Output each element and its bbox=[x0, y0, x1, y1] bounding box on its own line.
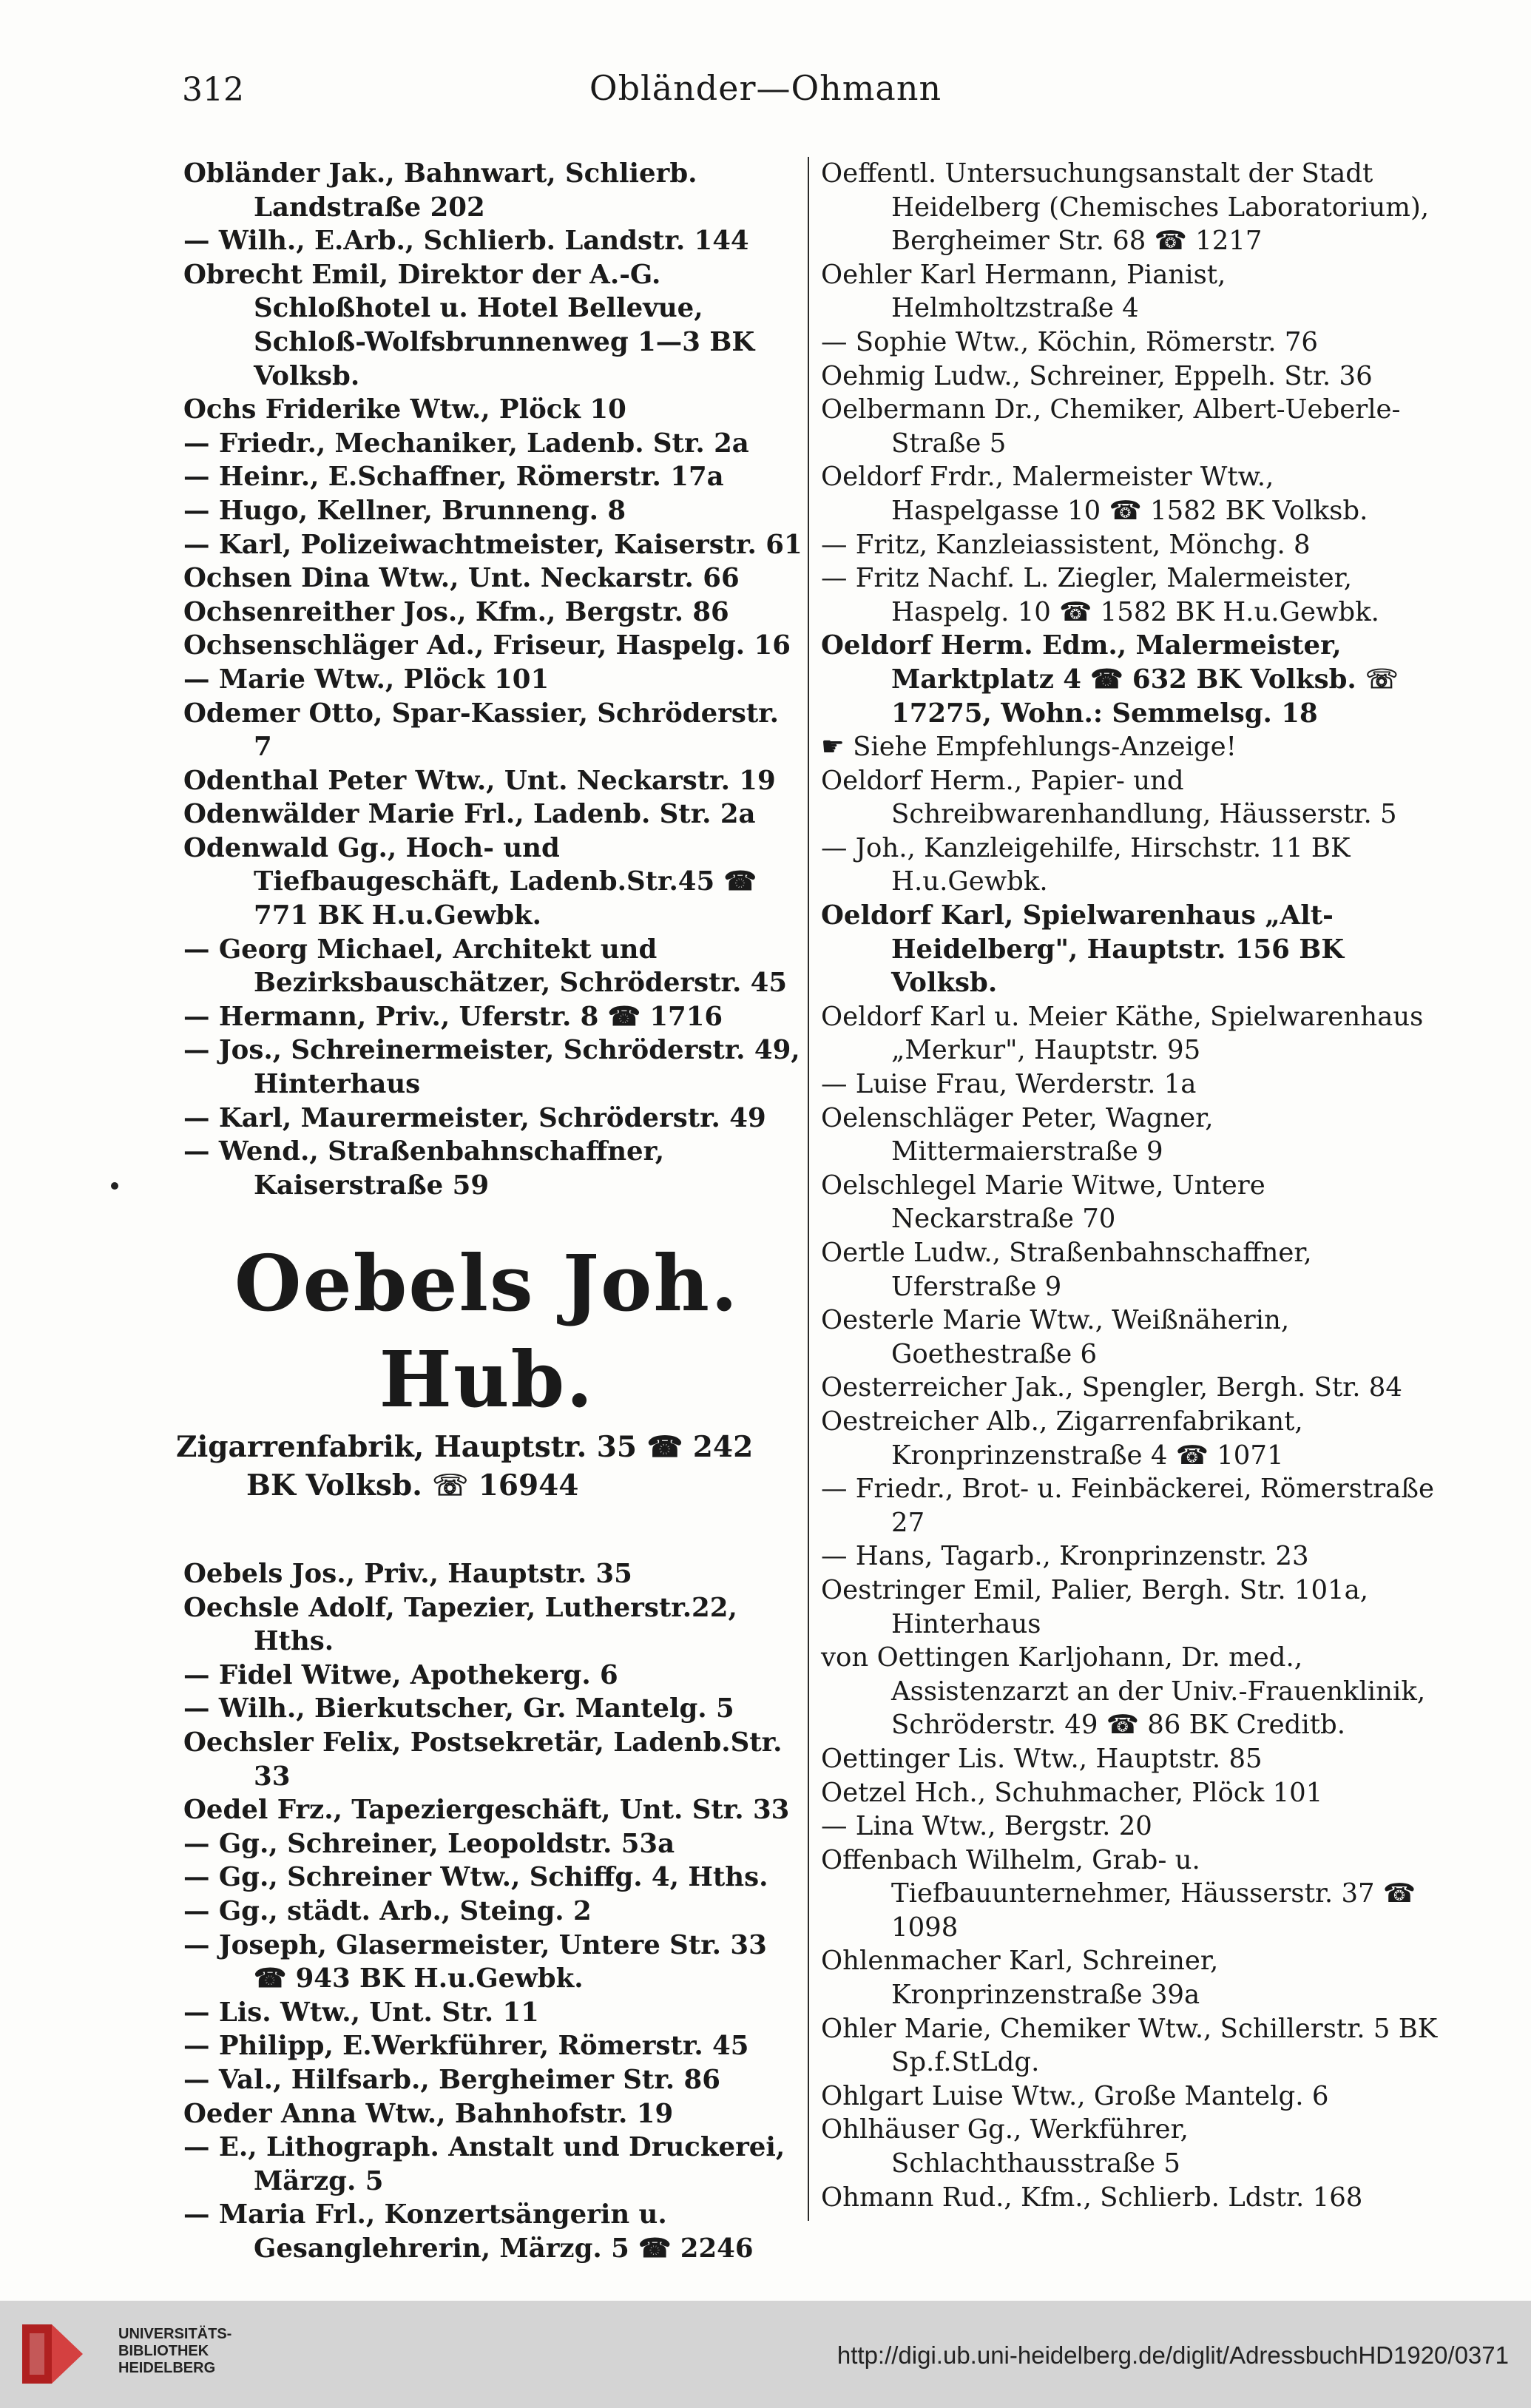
directory-entry: Oesterreicher Jak., Spengler, Bergh. Str. 84 bbox=[821, 1372, 1402, 1403]
directory-entry: — Wilh., E.Arb., Schlierb. Landstr. 144 bbox=[183, 226, 749, 257]
directory-entry: Odenwälder Marie Frl., Ladenb. Str. 2a bbox=[183, 799, 756, 830]
directory-entry: Oebels Jos., Priv., Hauptstr. 35 bbox=[183, 1559, 632, 1589]
directory-entry: — Karl, Maurermeister, Schröderstr. 49 bbox=[183, 1102, 766, 1133]
directory-entry: Odenthal Peter Wtw., Unt. Neckarstr. 19 bbox=[183, 765, 776, 796]
directory-entry: von Oettingen Karljohann, Dr. med., Assistenzarzt an der Univ.-Frauenklinik, Schröderstr. 49 ☎ 86 BK Creditb. bbox=[821, 1642, 1426, 1741]
directory-entry: Oelenschläger Peter, Wagner, Mittermaierstraße 9 bbox=[821, 1102, 1214, 1167]
directory-entry: Ohlgart Luise Wtw., Große Mantelg. 6 bbox=[821, 2080, 1329, 2111]
directory-entry: — Fritz Nachf. L. Ziegler, Malermeister, Haspelg. 10 ☎ 1582 BK H.u.Gewbk. bbox=[821, 563, 1379, 627]
directory-entry: — Lina Wtw., Bergstr. 20 bbox=[821, 1811, 1152, 1842]
directory-entry: Oeffentl. Untersuchungsanstalt der Stadt Heidelberg (Chemisches Laboratorium), Bergheimer Str. 68 ☎ 1217 bbox=[821, 158, 1430, 257]
directory-entry: — Gg., Schreiner, Leopoldstr. 53a bbox=[183, 1828, 675, 1859]
directory-entry: Oeldorf Herm. Edm., Malermeister, Marktplatz 4 ☎ 632 BK Volksb. ☏ 17275, Wohn.: Semmelsg. 18 bbox=[821, 630, 1399, 729]
directory-entry: Oeldorf Karl, Spielwarenhaus „Alt-Heidelberg", Hauptstr. 156 BK Volksb. bbox=[821, 900, 1345, 999]
directory-entry: Oelschlegel Marie Witwe, Untere Neckarstraße 70 bbox=[821, 1170, 1265, 1235]
directory-entry: — E., Lithograph. Anstalt und Druckerei, Märzg. 5 bbox=[183, 2132, 785, 2196]
directory-entry: Oelbermann Dr., Chemiker, Albert-Ueberle-Straße 5 bbox=[821, 394, 1401, 459]
directory-entry: Oestreicher Alb., Zigarrenfabrikant, Kronprinzenstraße 4 ☎ 1071 bbox=[821, 1406, 1303, 1471]
directory-entry: Oettinger Lis. Wtw., Hauptstr. 85 bbox=[821, 1743, 1263, 1774]
directory-entry: Oestringer Emil, Palier, Bergh. Str. 101a, Hinterhaus bbox=[821, 1574, 1369, 1639]
source-url[interactable]: http://digi.ub.uni-heidelberg.de/diglit/AdressbuchHD1920/0371 bbox=[837, 2341, 1509, 2369]
directory-entry: — Hermann, Priv., Uferstr. 8 ☎ 1716 bbox=[183, 1001, 723, 1032]
running-head: Obländer—Ohmann bbox=[589, 68, 942, 108]
column-divider bbox=[808, 157, 809, 2221]
directory-entry: — Jos., Schreinermeister, Schröderstr. 49, Hinterhaus bbox=[183, 1035, 800, 1100]
directory-entry: Oertle Ludw., Straßenbahnschaffner, Uferstraße 9 bbox=[821, 1238, 1312, 1302]
directory-entry: Oeldorf Karl u. Meier Käthe, Spielwarenhaus „Merkur", Hauptstr. 95 bbox=[821, 1001, 1424, 1066]
directory-entry: Ochsenschläger Ad., Friseur, Haspelg. 16 bbox=[183, 630, 791, 661]
directory-entry: Ohlenmacher Karl, Schreiner, Kronprinzenstraße 39a bbox=[821, 1946, 1219, 2011]
library-line-1: UNIVERSITÄTS- bbox=[118, 2326, 232, 2342]
library-line-3: HEIDELBERG bbox=[118, 2360, 216, 2376]
directory-entry: Oechsle Adolf, Tapezier, Lutherstr.22, Hths. bbox=[183, 1592, 737, 1657]
directory-entry: — Gg., städt. Arb., Steing. 2 bbox=[183, 1895, 592, 1926]
ad-line-2: BK Volksb. ☏ 16944 bbox=[246, 1468, 579, 1503]
footer-bar bbox=[0, 2301, 1531, 2408]
directory-entry: Obrecht Emil, Direktor der A.-G. Schloßhotel u. Hotel Bellevue, Schloß-Wolfsbrunnenweg 1—3 BK Volksb. bbox=[183, 259, 755, 391]
left-column-lower bbox=[183, 1557, 805, 2265]
directory-entry: ☛ Siehe Empfehlungs-Anzeige! bbox=[821, 732, 1237, 763]
directory-entry: — Fidel Witwe, Apothekerg. 6 bbox=[183, 1659, 618, 1690]
directory-entry: — Joh., Kanzleigehilfe, Hirschstr. 11 BK H.u.Gewbk. bbox=[821, 832, 1351, 897]
ad-title: Oebels Joh. Hub. bbox=[234, 1238, 740, 1425]
directory-entry: Odenwald Gg., Hoch- und Tiefbaugeschäft, Ladenb.Str.45 ☎ 771 BK H.u.Gewbk. bbox=[183, 832, 757, 931]
directory-entry: Obländer Jak., Bahnwart, Schlierb. Landstraße 202 bbox=[183, 158, 697, 223]
print-speck bbox=[111, 1182, 118, 1190]
page-number: 312 bbox=[182, 71, 244, 109]
advertisement bbox=[176, 1235, 797, 1505]
directory-entry: — Val., Hilfsarb., Bergheimer Str. 86 bbox=[183, 2064, 720, 2095]
library-line-2: BIBLIOTHEK bbox=[118, 2343, 209, 2359]
directory-entry: Oeder Anna Wtw., Bahnhofstr. 19 bbox=[183, 2098, 674, 2129]
directory-entry: Ohlhäuser Gg., Werkführer, Schlachthausstraße 5 bbox=[821, 2114, 1189, 2179]
directory-entry: — Hugo, Kellner, Brunneng. 8 bbox=[183, 495, 626, 526]
directory-entry: Ohmann Rud., Kfm., Schlierb. Ldstr. 168 bbox=[821, 2182, 1363, 2213]
directory-entry: Oedel Frz., Tapeziergeschäft, Unt. Str. 33 bbox=[183, 1795, 790, 1826]
directory-entry: — Marie Wtw., Plöck 101 bbox=[183, 664, 550, 695]
ad-line-1: Zigarrenfabrik, Hauptstr. 35 ☎ 242 bbox=[176, 1430, 754, 1464]
directory-entry: Oechsler Felix, Postsekretär, Ladenb.Str. 33 bbox=[183, 1727, 783, 1792]
directory-entry: — Gg., Schreiner Wtw., Schiffg. 4, Hths. bbox=[183, 1862, 768, 1893]
library-name bbox=[118, 2326, 231, 2377]
left-column bbox=[183, 157, 805, 1202]
directory-entry: Oeldorf Frdr., Malermeister Wtw., Haspelgasse 10 ☎ 1582 BK Volksb. bbox=[821, 462, 1368, 526]
directory-entry: Oeldorf Herm., Papier- und Schreibwarenhandlung, Häusserstr. 5 bbox=[821, 765, 1397, 830]
directory-entry: Oesterle Marie Wtw., Weißnäherin, Goethestraße 6 bbox=[821, 1305, 1290, 1369]
directory-entry: — Friedr., Brot- u. Feinbäckerei, Römerstraße 27 bbox=[821, 1474, 1434, 1538]
directory-entry: — Joseph, Glasermeister, Untere Str. 33 ☎ 943 BK H.u.Gewbk. bbox=[183, 1929, 767, 1994]
right-column bbox=[821, 157, 1442, 2214]
directory-entry: Ochsen Dina Wtw., Unt. Neckarstr. 66 bbox=[183, 563, 740, 594]
directory-entry: — Sophie Wtw., Köchin, Römerstr. 76 bbox=[821, 326, 1319, 357]
directory-entry: — Friedr., Mechaniker, Ladenb. Str. 2a bbox=[183, 428, 749, 459]
directory-entry: — Wend., Straßenbahnschaffner, Kaiserstraße 59 bbox=[183, 1136, 665, 1201]
directory-entry: Ochs Friderike Wtw., Plöck 10 bbox=[183, 394, 626, 425]
directory-entry: — Maria Frl., Konzertsängerin u. Gesanglehrerin, Märzg. 5 ☎ 2246 bbox=[183, 2199, 754, 2264]
directory-entry: Offenbach Wilhelm, Grab- u. Tiefbauunternehmer, Häusserstr. 37 ☎ 1098 bbox=[821, 1844, 1416, 1943]
directory-entry: — Fritz, Kanzleiassistent, Mönchg. 8 bbox=[821, 529, 1311, 560]
directory-entry: — Heinr., E.Schaffner, Römerstr. 17a bbox=[183, 462, 724, 493]
directory-entry: Oetzel Hch., Schuhmacher, Plöck 101 bbox=[821, 1777, 1323, 1808]
directory-entry: Oehler Karl Hermann, Pianist, Helmholtzstraße 4 bbox=[821, 259, 1226, 324]
directory-entry: — Lis. Wtw., Unt. Str. 11 bbox=[183, 1997, 539, 2028]
directory-entry: Oehmig Ludw., Schreiner, Eppelh. Str. 36 bbox=[821, 360, 1373, 391]
directory-entry: Odemer Otto, Spar-Kassier, Schröderstr. 7 bbox=[183, 698, 780, 763]
directory-entry: — Philipp, E.Werkführer, Römerstr. 45 bbox=[183, 2031, 749, 2062]
directory-entry: Ohler Marie, Chemiker Wtw., Schillerstr. 5 BK Sp.f.StLdg. bbox=[821, 2013, 1438, 2078]
directory-entry: — Karl, Polizeiwachtmeister, Kaiserstr. 61 bbox=[183, 529, 802, 560]
directory-entry: — Hans, Tagarb., Kronprinzenstr. 23 bbox=[821, 1541, 1309, 1572]
directory-entry: — Wilh., Bierkutscher, Gr. Mantelg. 5 bbox=[183, 1693, 734, 1724]
university-library-logo-icon bbox=[16, 2317, 105, 2391]
directory-entry: — Georg Michael, Architekt und Bezirksbauschätzer, Schröderstr. 45 bbox=[183, 934, 788, 999]
directory-entry: — Luise Frau, Werderstr. 1a bbox=[821, 1069, 1197, 1100]
directory-entry: Ochsenreither Jos., Kfm., Bergstr. 86 bbox=[183, 596, 729, 627]
